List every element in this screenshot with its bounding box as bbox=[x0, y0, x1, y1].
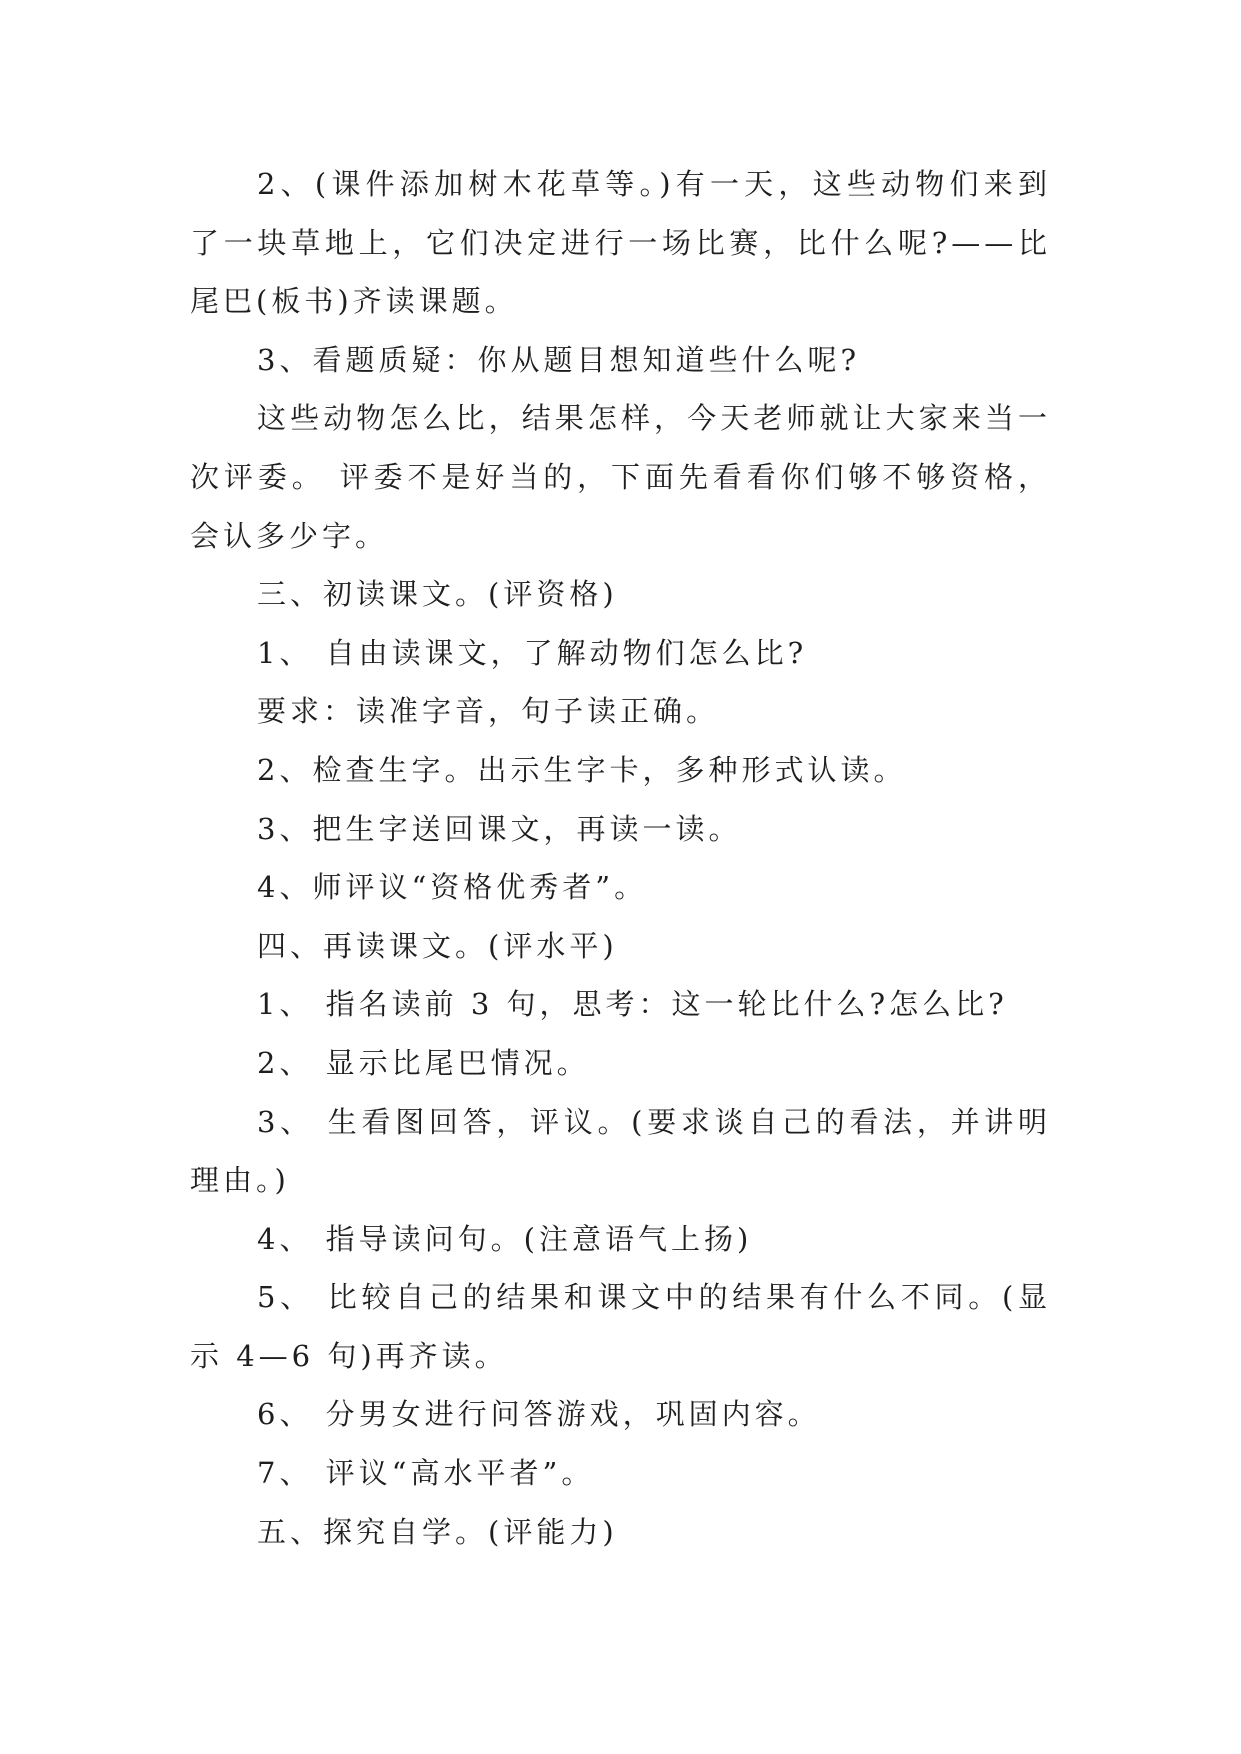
paragraph bbox=[190, 1444, 1051, 1503]
paragraph bbox=[190, 1268, 1051, 1385]
document-body bbox=[190, 155, 1051, 1561]
text-line: 尾巴(板书)齐读课题。 bbox=[190, 284, 518, 319]
text-line: 6、 分男女进行问答游戏，巩固内容。 bbox=[257, 1397, 821, 1432]
text-line: 次评委。 评委不是好当的，下面先看看你们够不够资格， bbox=[190, 459, 1051, 494]
text-line: 1、 自由读课文，了解动物们怎么比? bbox=[257, 635, 808, 670]
paragraph bbox=[190, 741, 1051, 800]
section-heading bbox=[190, 565, 1051, 624]
paragraph bbox=[190, 682, 1051, 741]
paragraph bbox=[190, 1210, 1051, 1269]
text-line: 四、再读课文。(评水平) bbox=[257, 928, 618, 963]
paragraph bbox=[190, 1093, 1051, 1210]
text-line: 三、初读课文。(评资格) bbox=[257, 577, 618, 612]
text-line: 会认多少字。 bbox=[190, 518, 389, 553]
paragraph bbox=[190, 858, 1051, 917]
section-heading bbox=[190, 1503, 1051, 1562]
paragraph bbox=[190, 1385, 1051, 1444]
text-line: 了一块草地上，它们决定进行一场比赛，比什么呢?——比 bbox=[190, 225, 1051, 260]
text-line: 2、(课件添加树木花草等。)有一天，这些动物们来到 bbox=[257, 167, 1051, 201]
text-line: 3、 生看图回答，评议。(要求谈自己的看法，并讲明 bbox=[257, 1104, 1051, 1139]
paragraph bbox=[190, 331, 1051, 390]
text-line: 5、 比较自己的结果和课文中的结果有什么不同。(显 bbox=[257, 1280, 1051, 1315]
text-line: 7、 评议“高水平者”。 bbox=[257, 1456, 595, 1491]
text-line: 4、师评议“资格优秀者”。 bbox=[257, 870, 648, 905]
text-line: 4、 指导读问句。(注意语气上扬) bbox=[257, 1221, 753, 1256]
text-line: 2、 显示比尾巴情况。 bbox=[257, 1045, 590, 1080]
text-line: 2、检查生字。出示生字卡，多种形式认读。 bbox=[257, 752, 907, 787]
section-heading bbox=[190, 917, 1051, 976]
text-line: 1、 指名读前 3 句，思考：这一轮比什么?怎么比? bbox=[257, 987, 1008, 1022]
text-line: 示 4—6 句)再齐读。 bbox=[190, 1338, 508, 1373]
text-line: 五、探究自学。(评能力) bbox=[257, 1514, 618, 1549]
text-line: 3、看题质疑：你从题目想知道些什么呢? bbox=[257, 342, 860, 377]
paragraph bbox=[190, 389, 1051, 565]
paragraph bbox=[190, 975, 1051, 1034]
text-line: 理由。) bbox=[190, 1163, 290, 1198]
text-line: 3、把生字送回课文，再读一读。 bbox=[257, 811, 742, 846]
paragraph bbox=[190, 155, 1051, 331]
text-line: 要求：读准字音，句子读正确。 bbox=[257, 694, 720, 729]
paragraph bbox=[190, 624, 1051, 683]
text-line: 这些动物怎么比，结果怎样，今天老师就让大家来当一 bbox=[257, 401, 1051, 436]
paragraph bbox=[190, 1034, 1051, 1093]
paragraph bbox=[190, 800, 1051, 859]
